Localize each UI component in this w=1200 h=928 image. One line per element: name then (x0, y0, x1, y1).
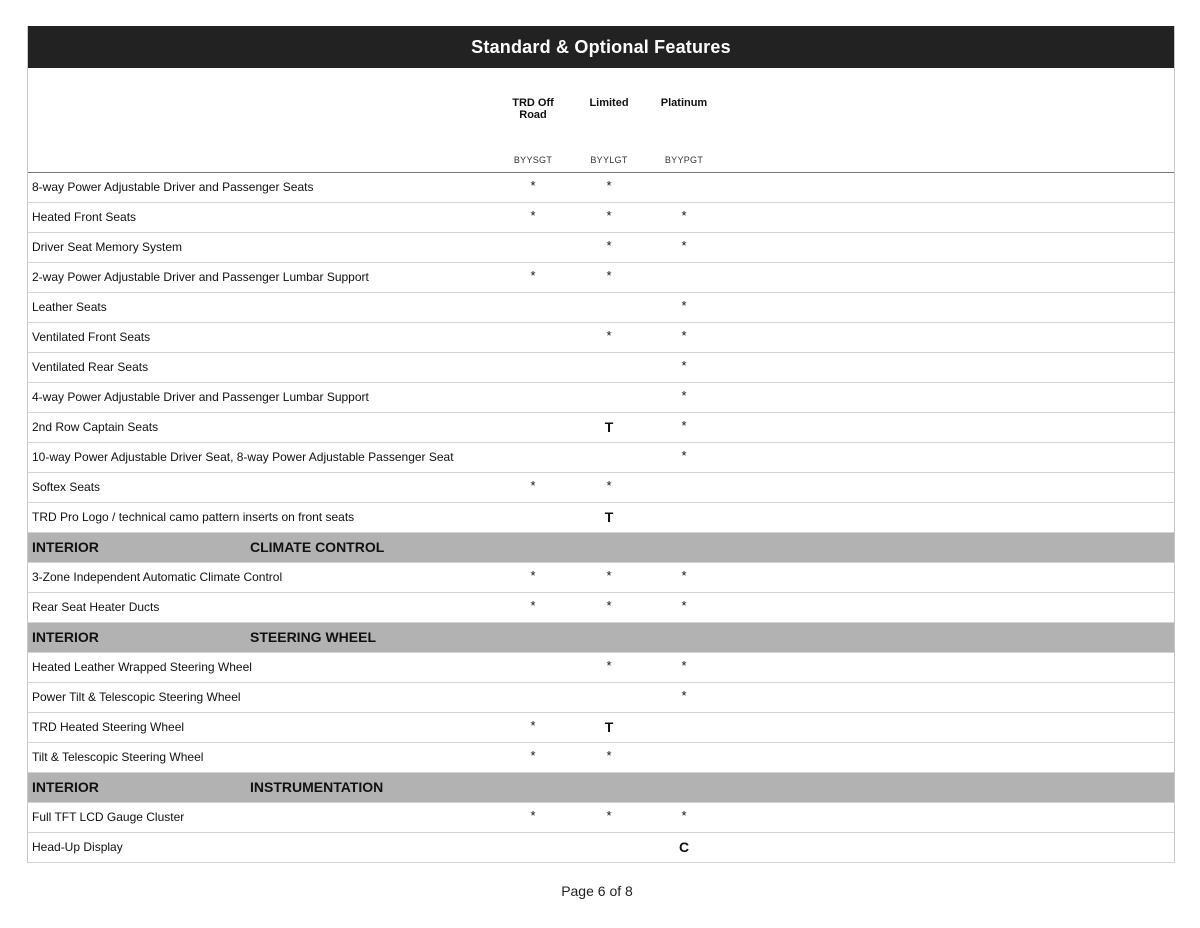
feature-name: 4-way Power Adjustable Driver and Passenger Lumbar Support (32, 390, 369, 404)
availability-cell: * (681, 658, 687, 673)
seats-group (28, 173, 1174, 533)
feature-name: Heated Leather Wrapped Steering Wheel (32, 660, 252, 674)
availability-cell: * (681, 388, 687, 403)
feature-row (28, 743, 1174, 773)
availability-cell: * (681, 568, 687, 583)
section-header-instrumentation (28, 773, 1174, 803)
column-name-trd-off-road (498, 97, 568, 121)
section-subcategory: INSTRUMENTATION (250, 779, 384, 795)
availability-cell: * (606, 268, 612, 283)
section-category: INTERIOR (32, 779, 99, 795)
availability-cell: * (606, 328, 612, 343)
feature-name: Softex Seats (32, 480, 101, 494)
availability-cell: * (530, 598, 536, 613)
section-subcategory: STEERING WHEEL (250, 629, 377, 645)
availability-cell: * (606, 658, 612, 673)
availability-cell: * (681, 238, 687, 253)
availability-cell: * (681, 448, 687, 463)
availability-cell: * (530, 748, 536, 763)
column-name-line: Platinum (660, 97, 708, 109)
feature-name: 2nd Row Captain Seats (32, 420, 159, 434)
feature-name: 2-way Power Adjustable Driver and Passenger Lumbar Support (32, 270, 369, 284)
feature-name: Rear Seat Heater Ducts (32, 600, 160, 614)
availability-cell: * (606, 598, 612, 613)
availability-cell: T (604, 509, 614, 525)
climate-group (28, 563, 1174, 623)
availability-cell: * (530, 808, 536, 823)
availability-cell: * (681, 808, 687, 823)
feature-row (28, 233, 1174, 263)
availability-cell: T (604, 419, 614, 435)
feature-name: Driver Seat Memory System (32, 240, 183, 254)
feature-row (28, 803, 1174, 833)
feature-name: Heated Front Seats (32, 210, 137, 224)
feature-name: Ventilated Front Seats (32, 330, 151, 344)
availability-cell: * (530, 178, 536, 193)
availability-cell: * (681, 688, 687, 703)
availability-cell: * (530, 718, 536, 733)
feature-row (28, 293, 1174, 323)
availability-cell: * (606, 808, 612, 823)
availability-cell: * (681, 418, 687, 433)
feature-row (28, 383, 1174, 413)
page-number: Page 6 of 8 (561, 883, 633, 899)
column-header (28, 68, 1174, 173)
availability-cell: * (681, 598, 687, 613)
availability-cell: * (681, 358, 687, 373)
column-name-line: TRD Off (512, 97, 554, 109)
page-title: Standard & Optional Features (471, 36, 731, 57)
steering-group (28, 653, 1174, 773)
feature-row (28, 473, 1174, 503)
feature-row (28, 833, 1174, 863)
feature-row (28, 173, 1174, 203)
feature-row (28, 323, 1174, 353)
availability-cell: * (606, 178, 612, 193)
feature-name: Leather Seats (32, 300, 107, 314)
feature-row (28, 263, 1174, 293)
availability-cell: * (530, 478, 536, 493)
column-code-limited: BYYLGT (590, 155, 628, 165)
section-subcategory: CLIMATE CONTROL (250, 539, 385, 555)
availability-cell: * (606, 238, 612, 253)
column-code-trd-off-road: BYYSGT (513, 155, 553, 165)
availability-cell: * (606, 568, 612, 583)
feature-name: Head-Up Display (32, 840, 123, 854)
column-code-platinum: BYYPGT (664, 155, 704, 165)
section-category: INTERIOR (32, 629, 99, 645)
availability-cell: * (606, 748, 612, 763)
column-name-line: Road (519, 109, 547, 121)
feature-name: 8-way Power Adjustable Driver and Passenger Seats (32, 180, 314, 194)
column-name-limited (574, 97, 644, 109)
feature-row (28, 713, 1174, 743)
section-category: INTERIOR (32, 539, 99, 555)
availability-cell: * (606, 478, 612, 493)
availability-cell: * (530, 208, 536, 223)
feature-row (28, 353, 1174, 383)
availability-cell: * (681, 328, 687, 343)
feature-name: TRD Pro Logo / technical camo pattern inserts on front seats (32, 510, 355, 524)
feature-row (28, 443, 1174, 473)
feature-name: 10-way Power Adjustable Driver Seat, 8-way Power Adjustable Passenger Seat (32, 450, 454, 464)
feature-name: 3-Zone Independent Automatic Climate Control (32, 570, 283, 584)
column-name-platinum (649, 97, 719, 109)
feature-name: Power Tilt & Telescopic Steering Wheel (32, 690, 241, 704)
features-sheet (27, 26, 1175, 863)
title-bar (28, 26, 1174, 68)
section-header-climate-control (28, 533, 1174, 563)
feature-row (28, 593, 1174, 623)
feature-row (28, 563, 1174, 593)
feature-name: Tilt & Telescopic Steering Wheel (32, 750, 204, 764)
availability-cell: T (604, 719, 614, 735)
feature-row (28, 653, 1174, 683)
availability-cell: C (678, 839, 690, 855)
availability-cell: * (681, 298, 687, 313)
feature-row (28, 413, 1174, 443)
feature-row (28, 683, 1174, 713)
section-header-steering-wheel (28, 623, 1174, 653)
feature-name: Full TFT LCD Gauge Cluster (32, 810, 185, 824)
availability-cell: * (606, 208, 612, 223)
feature-row (28, 503, 1174, 533)
feature-row (28, 203, 1174, 233)
availability-cell: * (530, 568, 536, 583)
instrumentation-group (28, 803, 1174, 863)
feature-name: TRD Heated Steering Wheel (32, 720, 185, 734)
availability-cell: * (530, 268, 536, 283)
availability-cell: * (681, 208, 687, 223)
feature-name: Ventilated Rear Seats (32, 360, 149, 374)
column-name-line: Limited (589, 97, 629, 109)
